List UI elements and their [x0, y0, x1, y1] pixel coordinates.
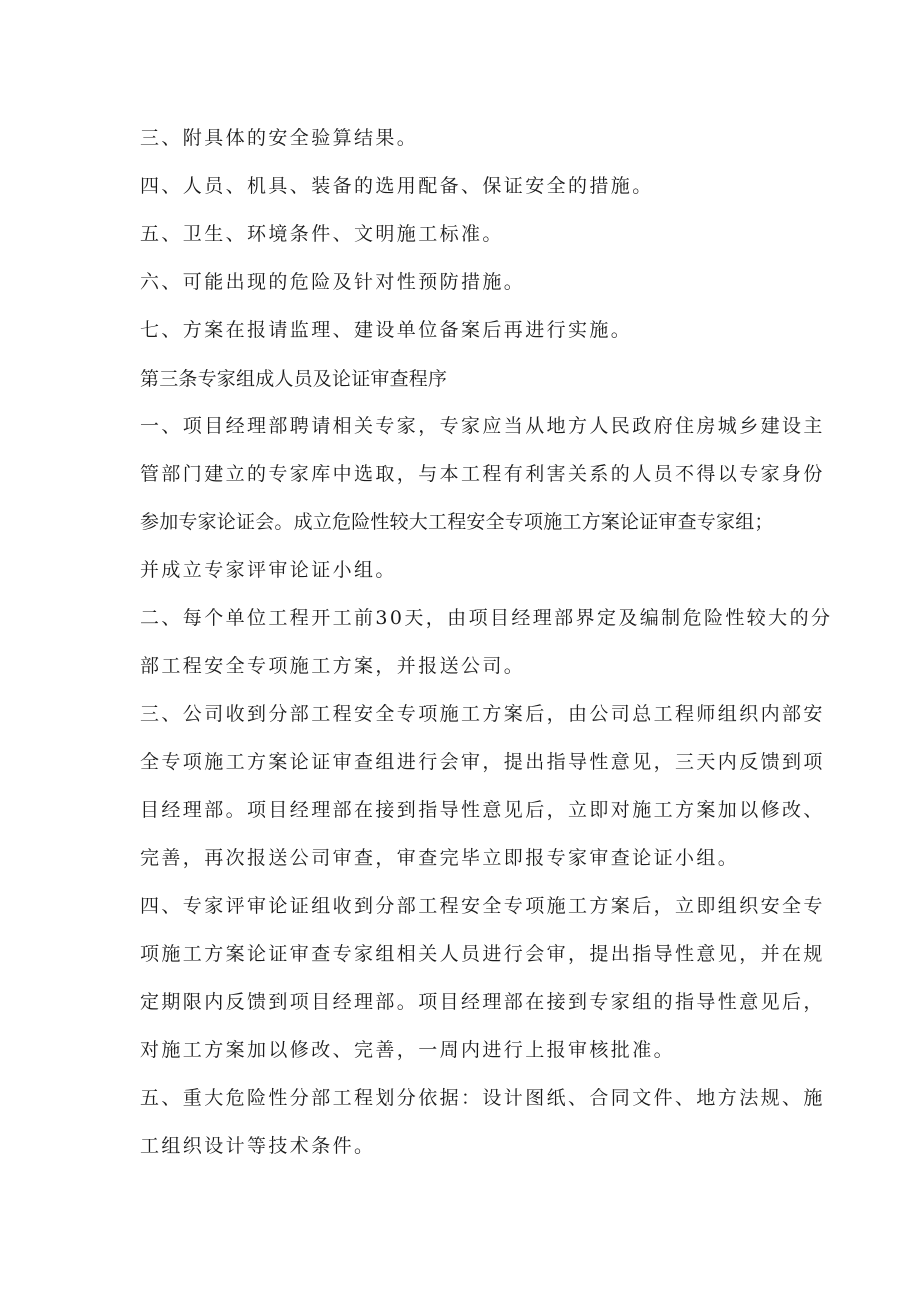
text-line: 工组织设计等技术条件。 [140, 1135, 376, 1157]
text-line: 六、可能出现的危险及针对性预防措施。 [140, 271, 526, 293]
text-line: 定期限内反馈到项目经理部。项目经理部在接到专家组的指导性意见后， [140, 991, 825, 1013]
text-line: 三、公司收到分部工程安全专项施工方案后，由公司总工程师组织内部安 [140, 703, 825, 725]
text-line: 并成立专家评审论证小组。 [140, 559, 397, 581]
text-line: 完善，再次报送公司审查，审查完毕立即报专家审查论证小组。 [140, 847, 740, 869]
text-line: 部工程安全专项施工方案，并报送公司。 [140, 655, 526, 677]
text-line: 目经理部。项目经理部在接到指导性意见后，立即对施工方案加以修改、 [140, 799, 825, 821]
text-line: 管部门建立的专家库中选取，与本工程有利害关系的人员不得以专家身份 [140, 463, 825, 485]
text-line: 五、重大危险性分部工程划分依据：设计图纸、合同文件、地方法规、施 [140, 1087, 825, 1109]
text-line: 对施工方案加以修改、完善，一周内进行上报审核批准。 [140, 1039, 676, 1061]
text-line: 四、人员、机具、装备的选用配备、保证安全的措施。 [140, 175, 654, 197]
section-heading: 第三条专家组成人员及论证审查程序 [140, 368, 448, 390]
text-line: 参加专家论证会。成立危险性较大工程安全专项施工方案论证审查专家组； [140, 511, 774, 533]
text-line: 二、每个单位工程开工前30天，由项目经理部界定及编制危险性较大的分 [140, 607, 833, 629]
text-line: 四、专家评审论证组收到分部工程安全专项施工方案后，立即组织安全专 [140, 895, 825, 917]
text-line: 五、卫生、环境条件、文明施工标准。 [140, 223, 504, 245]
text-line: 项施工方案论证审查专家组相关人员进行会审，提出指导性意见，并在规 [140, 943, 825, 965]
text-line: 全专项施工方案论证审查组进行会审，提出指导性意见，三天内反馈到项 [140, 751, 825, 773]
text-line: 七、方案在报请监理、建设单位备案后再进行实施。 [140, 319, 633, 341]
text-line: 三、附具体的安全验算结果。 [140, 127, 419, 149]
text-line: 一、项目经理部聘请相关专家，专家应当从地方人民政府住房城乡建设主 [140, 415, 825, 437]
